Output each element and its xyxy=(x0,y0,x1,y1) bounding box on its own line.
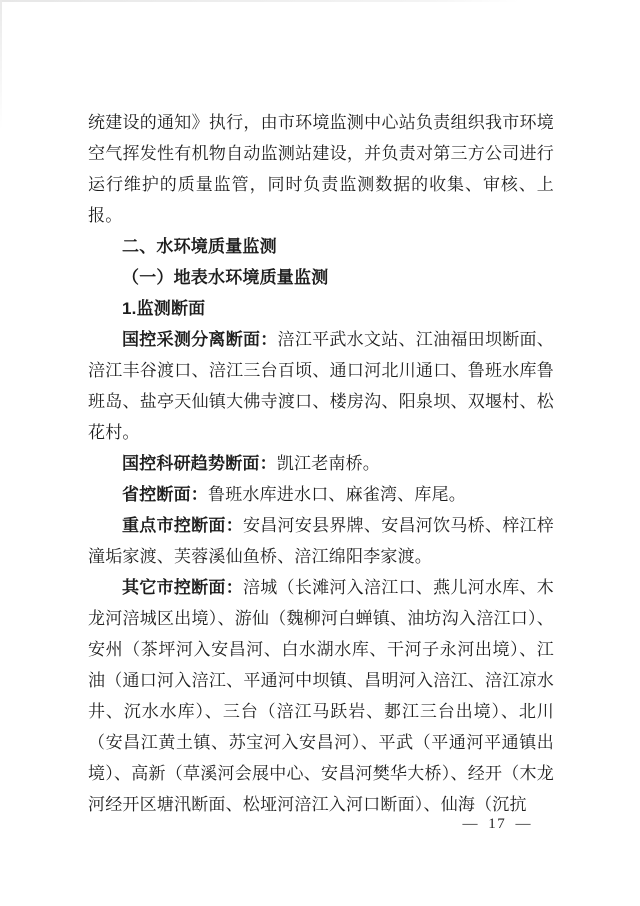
paragraph-provincial-sections xyxy=(88,479,554,510)
page-number: — 17 — xyxy=(462,816,532,832)
item-heading: 1.监测断面 xyxy=(122,299,206,318)
section-label: 国控采测分离断面： xyxy=(122,330,278,349)
subsection-heading: （一）地表水环境质量监测 xyxy=(122,268,329,287)
page-content xyxy=(88,107,554,820)
section-text: 凯江老南桥。 xyxy=(276,454,381,473)
paragraph-key-municipal-sections xyxy=(88,510,554,572)
paragraph-national-monitoring-sections xyxy=(88,324,554,448)
section-text: 安昌河安县界牌、安昌河饮马桥、梓江梓潼垢家渡、芙蓉溪仙鱼桥、涪江绵阳李家渡。 xyxy=(88,516,554,566)
section-heading: 二、水环境质量监测 xyxy=(122,237,277,256)
scan-edge-left xyxy=(0,0,2,130)
section-label: 省控断面： xyxy=(122,485,208,504)
section-text: 涪江平武水文站、江油福田坝断面、涪江丰谷渡口、涪江三台百顷、通口河北川通口、鲁班水库鲁班岛、盐亭天仙镇大佛寺渡口、楼房沟、阳泉坝、双堰村、松花村。 xyxy=(88,330,554,442)
section-label: 重点市控断面： xyxy=(122,516,243,535)
paragraph-national-research-trend-section xyxy=(88,448,554,479)
scan-edge-top xyxy=(0,0,520,2)
section-text: 鲁班水库进水口、麻雀湾、库尾。 xyxy=(208,485,466,504)
paragraph-continuation: 统建设的通知》执行，由市环境监测中心站负责组织我市环境空气挥发性有机物自动监测站建设，并负责对第三方公司进行运行维护的质量监管，同时负责监测数据的收集、审核、上报。 xyxy=(88,113,554,225)
section-label: 国控科研趋势断面： xyxy=(122,454,277,473)
paragraph-other-municipal-sections xyxy=(88,572,554,820)
section-label: 其它市控断面： xyxy=(122,578,243,597)
section-text: 涪城（长滩河入涪江口、燕儿河水库、木龙河涪城区出境）、游仙（魏柳河白蝉镇、油坊沟入涪江口）、安州（茶坪河入安昌河、白水湖水库、干河子永河出境）、江油（通口河入涪江、平通河中坝镇、昌明河入涪江、涪江凉水井、沉水水库）、三台（涪江马跃岩、郪江三台出境）、北川（安昌江黄土镇、苏宝河入安昌河）、平武（平通河平通镇出境）、高新（草溪河会展中心、安昌河樊华大桥）、经开（木龙河经开区塘汛断面、松垭河涪江入河口断面）、仙海（沉抗 xyxy=(88,578,554,814)
